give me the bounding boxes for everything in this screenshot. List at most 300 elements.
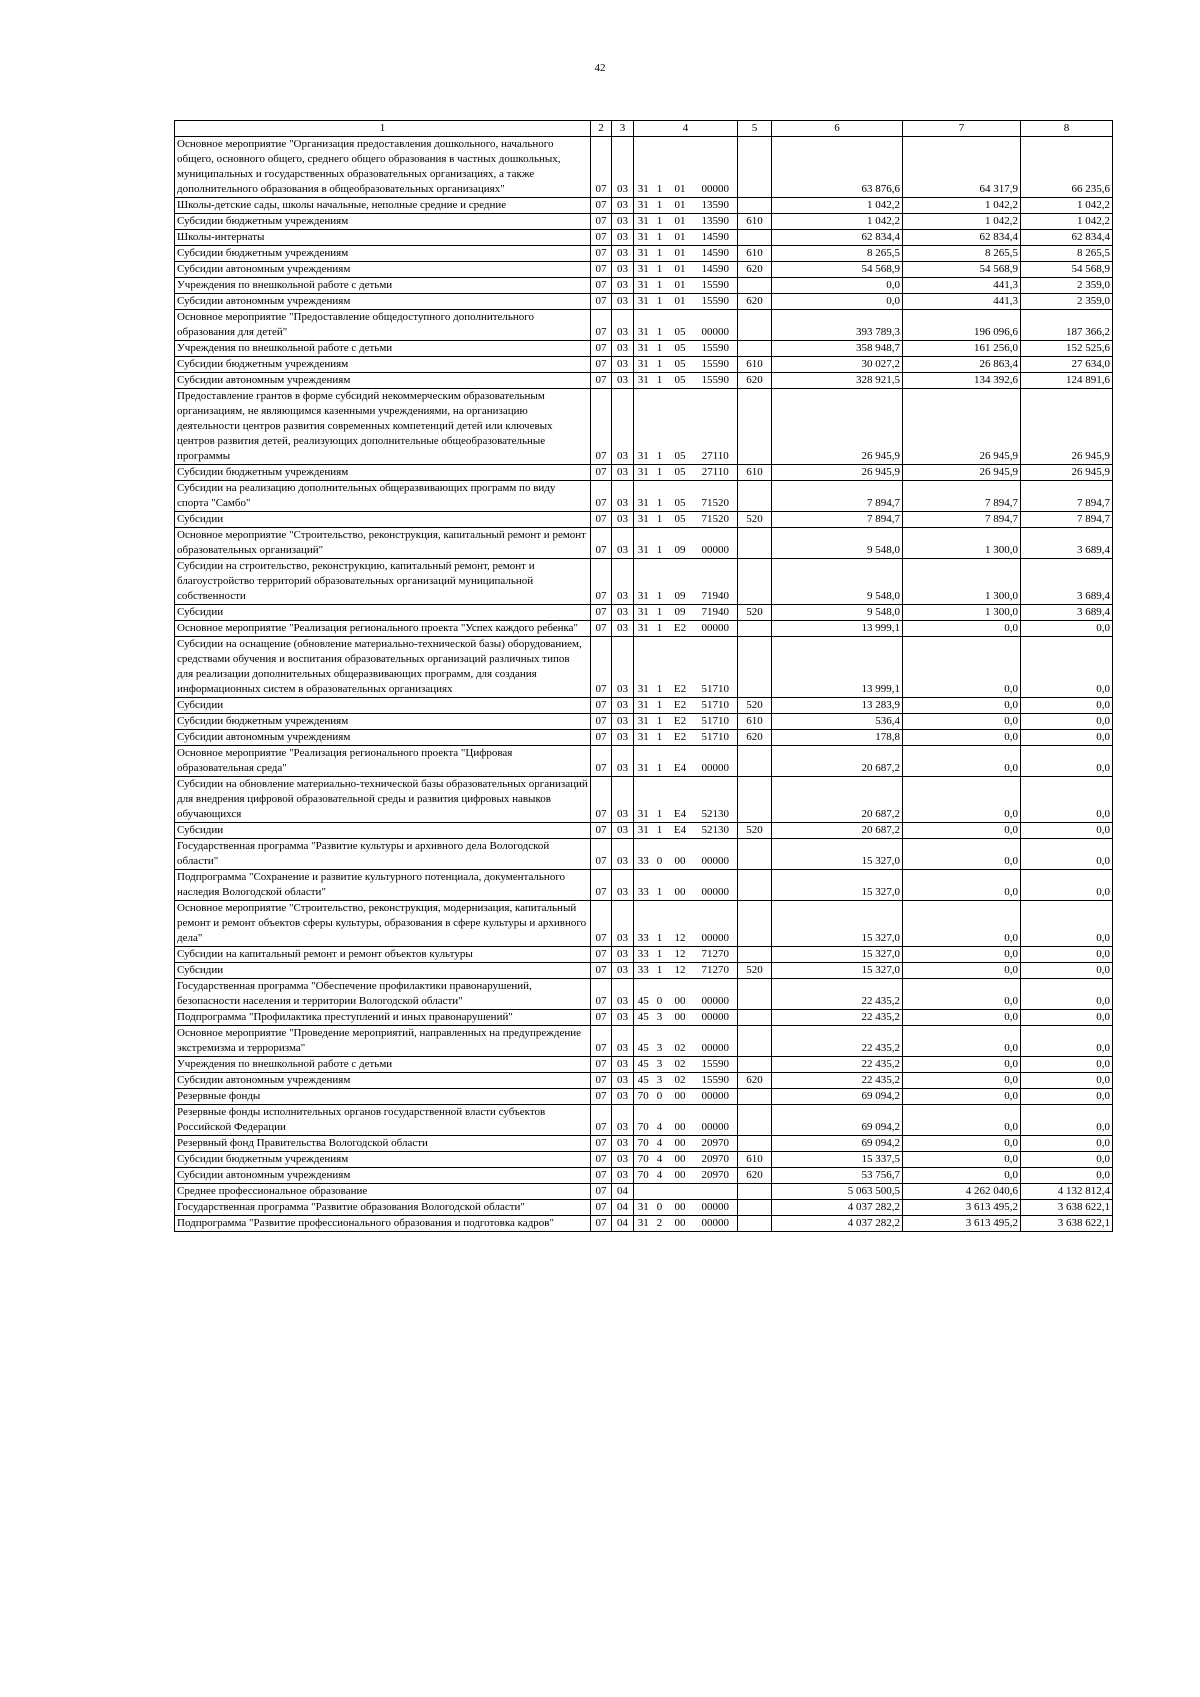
- header-col-4: 4: [634, 121, 738, 137]
- row-name: Субсидии: [175, 698, 591, 714]
- col3-code: 03: [612, 528, 634, 559]
- subprogram-code: 1: [653, 214, 667, 230]
- value-col8: 3 689,4: [1021, 559, 1113, 605]
- col2-code: 07: [591, 947, 612, 963]
- table-row: [175, 730, 1113, 746]
- col2-code: 07: [591, 341, 612, 357]
- direction-code: 14590: [694, 262, 738, 278]
- subprogram-code: 1: [653, 198, 667, 214]
- value-col7: 441,3: [903, 278, 1021, 294]
- row-name: Субсидии бюджетным учреждениям: [175, 1152, 591, 1168]
- direction-code: 00000: [694, 528, 738, 559]
- table-row: [175, 512, 1113, 528]
- value-col7: 0,0: [903, 1168, 1021, 1184]
- subprogram-code: 1: [653, 341, 667, 357]
- value-col6: 15 327,0: [772, 870, 903, 901]
- event-code: 00: [667, 1200, 694, 1216]
- col3-code: 03: [612, 294, 634, 310]
- program-code: 45: [634, 1026, 653, 1057]
- table-row: [175, 1105, 1113, 1136]
- value-col8: 26 945,9: [1021, 465, 1113, 481]
- col2-code: 07: [591, 230, 612, 246]
- subprogram-code: 1: [653, 698, 667, 714]
- program-code: 31: [634, 777, 653, 823]
- direction-code: 52130: [694, 823, 738, 839]
- event-code: E4: [667, 823, 694, 839]
- direction-code: 13590: [694, 214, 738, 230]
- row-name: Основное мероприятие "Организация предоставления дошкольного, начального общего, основного общего, среднего общего образования в частных дошкольных, муниципальных и государственных образовательных организациях, а также дополнительного образования в общеобразовательных организациях": [175, 137, 591, 198]
- value-col8: 0,0: [1021, 839, 1113, 870]
- event-code: 00: [667, 979, 694, 1010]
- program-code: 45: [634, 1073, 653, 1089]
- subprogram-code: 1: [653, 714, 667, 730]
- col2-code: 07: [591, 1184, 612, 1200]
- event-code: 05: [667, 389, 694, 465]
- subprogram-code: 0: [653, 1200, 667, 1216]
- expense-type-code: [738, 839, 772, 870]
- col2-code: 07: [591, 262, 612, 278]
- col3-code: 03: [612, 198, 634, 214]
- program-code: [634, 1184, 653, 1200]
- table-row: [175, 1073, 1113, 1089]
- expense-type-code: 610: [738, 214, 772, 230]
- event-code: 01: [667, 278, 694, 294]
- table-row: [175, 246, 1113, 262]
- subprogram-code: 1: [653, 465, 667, 481]
- row-name: Школы-интернаты: [175, 230, 591, 246]
- value-col8: 0,0: [1021, 1057, 1113, 1073]
- event-code: 00: [667, 1168, 694, 1184]
- event-code: [667, 1184, 694, 1200]
- event-code: 01: [667, 230, 694, 246]
- row-name: Резервные фонды: [175, 1089, 591, 1105]
- event-code: 00: [667, 1105, 694, 1136]
- scan-mark: [1158, 1678, 1161, 1689]
- table-row: [175, 465, 1113, 481]
- direction-code: 00000: [694, 979, 738, 1010]
- col2-code: 07: [591, 730, 612, 746]
- subprogram-code: 0: [653, 1089, 667, 1105]
- event-code: E2: [667, 714, 694, 730]
- value-col6: 1 042,2: [772, 214, 903, 230]
- value-col7: 161 256,0: [903, 341, 1021, 357]
- expense-type-code: [738, 1184, 772, 1200]
- row-name: Учреждения по внешкольной работе с детьми: [175, 278, 591, 294]
- col3-code: 03: [612, 839, 634, 870]
- value-col7: 7 894,7: [903, 512, 1021, 528]
- value-col6: 13 283,9: [772, 698, 903, 714]
- row-name: Государственная программа "Обеспечение профилактики правонарушений, безопасности населения и территории Вологодской области": [175, 979, 591, 1010]
- program-code: 31: [634, 746, 653, 777]
- expense-type-code: [738, 1136, 772, 1152]
- event-code: 05: [667, 357, 694, 373]
- expense-type-code: 520: [738, 698, 772, 714]
- value-col6: 7 894,7: [772, 481, 903, 512]
- subprogram-code: 1: [653, 373, 667, 389]
- expense-type-code: [738, 1200, 772, 1216]
- col3-code: 03: [612, 901, 634, 947]
- event-code: E2: [667, 621, 694, 637]
- row-name: Основное мероприятие "Строительство, реконструкция, модернизация, капитальный ремонт и ремонт объектов сферы культуры, образования в сфере культуры и архивного дела": [175, 901, 591, 947]
- col2-code: 07: [591, 1200, 612, 1216]
- expense-type-code: [738, 746, 772, 777]
- program-code: 45: [634, 1010, 653, 1026]
- budget-table: [174, 120, 1113, 1232]
- direction-code: 00000: [694, 1200, 738, 1216]
- value-col6: 22 435,2: [772, 1010, 903, 1026]
- row-name: Резервный фонд Правительства Вологодской области: [175, 1136, 591, 1152]
- col2-code: 07: [591, 823, 612, 839]
- col2-code: 07: [591, 605, 612, 621]
- event-code: 01: [667, 246, 694, 262]
- subprogram-code: 1: [653, 870, 667, 901]
- program-code: 70: [634, 1089, 653, 1105]
- program-code: 31: [634, 714, 653, 730]
- value-col6: 22 435,2: [772, 1073, 903, 1089]
- value-col7: 0,0: [903, 637, 1021, 698]
- value-col7: 26 945,9: [903, 465, 1021, 481]
- col2-code: 07: [591, 621, 612, 637]
- value-col8: 3 689,4: [1021, 605, 1113, 621]
- value-col7: 1 300,0: [903, 559, 1021, 605]
- subprogram-code: 1: [653, 294, 667, 310]
- expense-type-code: [738, 1105, 772, 1136]
- value-col8: 7 894,7: [1021, 481, 1113, 512]
- value-col8: 0,0: [1021, 901, 1113, 947]
- direction-code: 71940: [694, 605, 738, 621]
- direction-code: 27110: [694, 389, 738, 465]
- expense-type-code: 610: [738, 465, 772, 481]
- header-col-7: 7: [903, 121, 1021, 137]
- col2-code: 07: [591, 1105, 612, 1136]
- table-row: [175, 698, 1113, 714]
- direction-code: 71270: [694, 963, 738, 979]
- value-col7: 0,0: [903, 1057, 1021, 1073]
- expense-type-code: [738, 310, 772, 341]
- value-col7: 62 834,4: [903, 230, 1021, 246]
- expense-type-code: 520: [738, 605, 772, 621]
- header-col-6: 6: [772, 121, 903, 137]
- program-code: 31: [634, 823, 653, 839]
- col3-code: 03: [612, 730, 634, 746]
- col2-code: 07: [591, 1073, 612, 1089]
- direction-code: [694, 1184, 738, 1200]
- value-col8: 0,0: [1021, 1136, 1113, 1152]
- col3-code: 03: [612, 230, 634, 246]
- value-col7: 7 894,7: [903, 481, 1021, 512]
- table-row: [175, 870, 1113, 901]
- table-row: [175, 1010, 1113, 1026]
- col3-code: 03: [612, 979, 634, 1010]
- program-code: 31: [634, 137, 653, 198]
- table-row: [175, 777, 1113, 823]
- program-code: 31: [634, 198, 653, 214]
- event-code: 05: [667, 341, 694, 357]
- direction-code: 52130: [694, 777, 738, 823]
- value-col6: 26 945,9: [772, 465, 903, 481]
- program-code: 31: [634, 465, 653, 481]
- value-col7: 0,0: [903, 839, 1021, 870]
- col3-code: 03: [612, 823, 634, 839]
- col3-code: 03: [612, 214, 634, 230]
- row-name: Субсидии бюджетным учреждениям: [175, 357, 591, 373]
- row-name: Подпрограмма "Профилактика преступлений и иных правонарушений": [175, 1010, 591, 1026]
- table-row: [175, 1152, 1113, 1168]
- value-col6: 62 834,4: [772, 230, 903, 246]
- col3-code: 03: [612, 1168, 634, 1184]
- direction-code: 15590: [694, 294, 738, 310]
- expense-type-code: [738, 137, 772, 198]
- expense-type-code: 610: [738, 357, 772, 373]
- value-col8: 0,0: [1021, 637, 1113, 698]
- value-col6: 328 921,5: [772, 373, 903, 389]
- direction-code: 20970: [694, 1168, 738, 1184]
- subprogram-code: 1: [653, 262, 667, 278]
- col3-code: 03: [612, 373, 634, 389]
- program-code: 31: [634, 730, 653, 746]
- value-col7: 0,0: [903, 1152, 1021, 1168]
- table-row: [175, 963, 1113, 979]
- direction-code: 71520: [694, 481, 738, 512]
- value-col8: 124 891,6: [1021, 373, 1113, 389]
- value-col8: 26 945,9: [1021, 389, 1113, 465]
- expense-type-code: [738, 1026, 772, 1057]
- subprogram-code: 1: [653, 389, 667, 465]
- program-code: 31: [634, 559, 653, 605]
- table-row: [175, 262, 1113, 278]
- col3-code: 03: [612, 714, 634, 730]
- col3-code: 03: [612, 137, 634, 198]
- value-col8: 0,0: [1021, 823, 1113, 839]
- expense-type-code: [738, 870, 772, 901]
- program-code: 33: [634, 901, 653, 947]
- event-code: 02: [667, 1057, 694, 1073]
- expense-type-code: 620: [738, 294, 772, 310]
- table-row: [175, 1184, 1113, 1200]
- table-row: [175, 1057, 1113, 1073]
- table-row: [175, 310, 1113, 341]
- value-col8: 152 525,6: [1021, 341, 1113, 357]
- event-code: E2: [667, 698, 694, 714]
- subprogram-code: [653, 1184, 667, 1200]
- subprogram-code: 1: [653, 528, 667, 559]
- program-code: 33: [634, 947, 653, 963]
- row-name: Учреждения по внешкольной работе с детьми: [175, 1057, 591, 1073]
- row-name: Субсидии автономным учреждениям: [175, 373, 591, 389]
- program-code: 31: [634, 1200, 653, 1216]
- value-col6: 69 094,2: [772, 1105, 903, 1136]
- value-col7: 1 300,0: [903, 605, 1021, 621]
- value-col8: 3 638 622,1: [1021, 1200, 1113, 1216]
- event-code: E4: [667, 777, 694, 823]
- col2-code: 07: [591, 979, 612, 1010]
- row-name: Субсидии автономным учреждениям: [175, 294, 591, 310]
- expense-type-code: [738, 341, 772, 357]
- expense-type-code: [738, 1057, 772, 1073]
- value-col8: 0,0: [1021, 730, 1113, 746]
- expense-type-code: 520: [738, 823, 772, 839]
- table-row: [175, 605, 1113, 621]
- col2-code: 07: [591, 246, 612, 262]
- value-col6: 15 327,0: [772, 901, 903, 947]
- table-row: [175, 481, 1113, 512]
- col3-code: 03: [612, 341, 634, 357]
- value-col6: 69 094,2: [772, 1089, 903, 1105]
- event-code: 00: [667, 839, 694, 870]
- event-code: 00: [667, 870, 694, 901]
- direction-code: 00000: [694, 1010, 738, 1026]
- subprogram-code: 1: [653, 746, 667, 777]
- value-col8: 187 366,2: [1021, 310, 1113, 341]
- event-code: 01: [667, 294, 694, 310]
- subprogram-code: 4: [653, 1136, 667, 1152]
- value-col6: 15 327,0: [772, 963, 903, 979]
- table-row: [175, 357, 1113, 373]
- col2-code: 07: [591, 512, 612, 528]
- col3-code: 03: [612, 698, 634, 714]
- subprogram-code: 1: [653, 512, 667, 528]
- table-row: [175, 1136, 1113, 1152]
- value-col6: 53 756,7: [772, 1168, 903, 1184]
- direction-code: 15590: [694, 373, 738, 389]
- value-col7: 0,0: [903, 777, 1021, 823]
- value-col8: 62 834,4: [1021, 230, 1113, 246]
- col3-code: 03: [612, 465, 634, 481]
- col3-code: 03: [612, 1073, 634, 1089]
- event-code: 05: [667, 465, 694, 481]
- col3-code: 03: [612, 1026, 634, 1057]
- row-name: Основное мероприятие "Реализация регионального проекта "Цифровая образовательная среда": [175, 746, 591, 777]
- value-col7: 196 096,6: [903, 310, 1021, 341]
- col2-code: 07: [591, 839, 612, 870]
- expense-type-code: 620: [738, 373, 772, 389]
- col2-code: 07: [591, 465, 612, 481]
- page-number: 42: [594, 62, 606, 74]
- value-col8: 0,0: [1021, 979, 1113, 1010]
- event-code: 00: [667, 1089, 694, 1105]
- row-name: Государственная программа "Развитие культуры и архивного дела Вологодской области": [175, 839, 591, 870]
- col2-code: 07: [591, 1168, 612, 1184]
- value-col7: 26 863,4: [903, 357, 1021, 373]
- value-col8: 3 638 622,1: [1021, 1216, 1113, 1232]
- event-code: 05: [667, 310, 694, 341]
- value-col8: 0,0: [1021, 1010, 1113, 1026]
- subprogram-code: 0: [653, 979, 667, 1010]
- event-code: 02: [667, 1073, 694, 1089]
- expense-type-code: 620: [738, 262, 772, 278]
- col3-code: 03: [612, 262, 634, 278]
- table-row: [175, 389, 1113, 465]
- direction-code: 27110: [694, 465, 738, 481]
- value-col6: 20 687,2: [772, 823, 903, 839]
- value-col6: 13 999,1: [772, 621, 903, 637]
- col2-code: 07: [591, 137, 612, 198]
- event-code: E2: [667, 637, 694, 698]
- value-col7: 0,0: [903, 621, 1021, 637]
- table-row: [175, 1200, 1113, 1216]
- expense-type-code: [738, 481, 772, 512]
- table-row: [175, 373, 1113, 389]
- col3-code: 03: [612, 481, 634, 512]
- col3-code: 03: [612, 1010, 634, 1026]
- row-name: Субсидии: [175, 823, 591, 839]
- row-name: Субсидии бюджетным учреждениям: [175, 465, 591, 481]
- program-code: 33: [634, 963, 653, 979]
- subprogram-code: 0: [653, 839, 667, 870]
- expense-type-code: [738, 389, 772, 465]
- col3-code: 03: [612, 637, 634, 698]
- table-row: [175, 341, 1113, 357]
- value-col7: 64 317,9: [903, 137, 1021, 198]
- value-col7: 8 265,5: [903, 246, 1021, 262]
- direction-code: 15590: [694, 357, 738, 373]
- event-code: 09: [667, 605, 694, 621]
- subprogram-code: 1: [653, 481, 667, 512]
- row-name: Субсидии автономным учреждениям: [175, 262, 591, 278]
- value-col7: 0,0: [903, 1105, 1021, 1136]
- expense-type-code: [738, 278, 772, 294]
- row-name: Субсидии на оснащение (обновление материально-технической базы) оборудованием, средствами обучения и воспитания образовательных организаций различных типов для реализации дополнительных общеразвивающих программ, для создания информационных систем в образовательных организациях: [175, 637, 591, 698]
- row-name: Учреждения по внешкольной работе с детьми: [175, 341, 591, 357]
- value-col7: 1 300,0: [903, 528, 1021, 559]
- col3-code: 03: [612, 278, 634, 294]
- value-col8: 8 265,5: [1021, 246, 1113, 262]
- program-code: 70: [634, 1168, 653, 1184]
- row-name: Подпрограмма "Развитие профессионального образования и подготовка кадров": [175, 1216, 591, 1232]
- value-col6: 0,0: [772, 278, 903, 294]
- program-code: 31: [634, 528, 653, 559]
- value-col8: 0,0: [1021, 714, 1113, 730]
- subprogram-code: 3: [653, 1057, 667, 1073]
- row-name: Субсидии бюджетным учреждениям: [175, 214, 591, 230]
- value-col8: 0,0: [1021, 1026, 1113, 1057]
- value-col6: 22 435,2: [772, 1057, 903, 1073]
- col3-code: 03: [612, 246, 634, 262]
- value-col7: 134 392,6: [903, 373, 1021, 389]
- subprogram-code: 1: [653, 823, 667, 839]
- event-code: E2: [667, 730, 694, 746]
- program-code: 31: [634, 621, 653, 637]
- header-col-2: 2: [591, 121, 612, 137]
- program-code: 31: [634, 214, 653, 230]
- value-col7: 0,0: [903, 698, 1021, 714]
- value-col8: 2 359,0: [1021, 278, 1113, 294]
- row-name: Государственная программа "Развитие образования Вологодской области": [175, 1200, 591, 1216]
- direction-code: 00000: [694, 870, 738, 901]
- value-col7: 0,0: [903, 746, 1021, 777]
- value-col8: 0,0: [1021, 947, 1113, 963]
- expense-type-code: [738, 198, 772, 214]
- program-code: 31: [634, 1216, 653, 1232]
- value-col8: 0,0: [1021, 777, 1113, 823]
- value-col6: 15 337,5: [772, 1152, 903, 1168]
- direction-code: 00000: [694, 1026, 738, 1057]
- col3-code: 03: [612, 947, 634, 963]
- value-col6: 393 789,3: [772, 310, 903, 341]
- col2-code: 07: [591, 373, 612, 389]
- value-col7: 0,0: [903, 823, 1021, 839]
- expense-type-code: 620: [738, 1168, 772, 1184]
- direction-code: 00000: [694, 621, 738, 637]
- subprogram-code: 1: [653, 963, 667, 979]
- table-row: [175, 137, 1113, 198]
- expense-type-code: [738, 528, 772, 559]
- row-name: Субсидии: [175, 512, 591, 528]
- table-row: [175, 1168, 1113, 1184]
- table-row: [175, 901, 1113, 947]
- col2-code: 07: [591, 1152, 612, 1168]
- expense-type-code: 610: [738, 1152, 772, 1168]
